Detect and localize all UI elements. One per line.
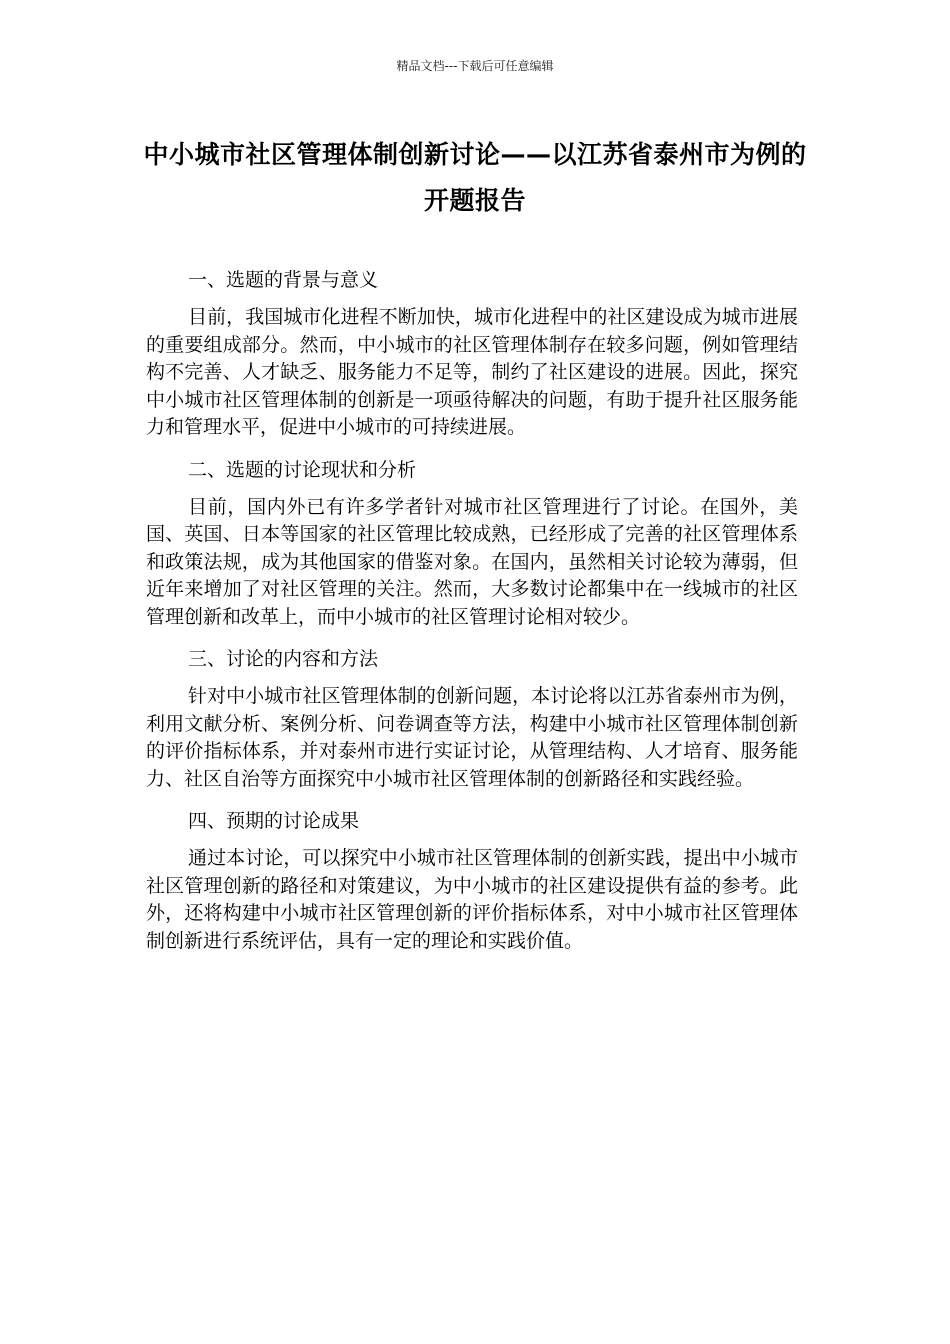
section-heading: 二、选题的讨论现状和分析 — [188, 458, 417, 481]
document-body — [146, 266, 798, 969]
section-research-status — [146, 456, 798, 632]
section-paragraph: 目前，我国城市化进程不断加快，城市化进程中的社区建设成为城市进展的重要组成部分。然而，中小城市的社区管理体制存在较多问题，例如管理结构不完善、人才缺乏、服务能力不足等，制约了社区建设的进展。因此，探究中小城市社区管理体制的创新是一项亟待解决的问题，有助于提升社区服务能力和管理水平，促进中小城市的可持续进展。 — [146, 306, 798, 438]
section-heading: 四、预期的讨论成果 — [188, 810, 360, 832]
header-note: 精品文档---下载后可任意编辑 — [396, 59, 554, 73]
section-content-methods — [146, 645, 798, 793]
section-paragraph: 目前，国内外已有许多学者针对城市社区管理进行了讨论。在国外，美国、英国、日本等国家的社区管理比较成熟，已经形成了完善的社区管理体系和政策法规，成为其他国家的借鉴对象。在国内，虽然相关讨论较为薄弱，但近年来增加了对社区管理的关注。然而，大多数讨论都集中在一线城市的社区管理创新和改革上，而中小城市的社区管理讨论相对较少。 — [146, 495, 798, 628]
document-title: 中小城市社区管理体制创新讨论——以江苏省泰州市为例的开题报告 — [143, 140, 807, 215]
section-paragraph: 针对中小城市社区管理体制的创新问题，本讨论将以江苏省泰州市为例，利用文献分析、案例分析、问卷调查等方法，构建中小城市社区管理体制创新的评价指标体系，并对泰州市进行实证讨论，从管理结构、人才培育、服务能力、社区自治等方面探究中小城市社区管理体制的创新路径和实践经验。 — [146, 685, 798, 790]
section-heading: 三、讨论的内容和方法 — [188, 648, 379, 670]
section-paragraph: 通过本讨论，可以探究中小城市社区管理体制的创新实践，提出中小城市社区管理创新的路径和对策建议，为中小城市的社区建设提供有益的参考。此外，还将构建中小城市社区管理创新的评价指标体系，对中小城市社区管理体制创新进行系统评估，具有一定的理论和实践价值。 — [146, 847, 798, 952]
section-heading: 一、选题的背景与意义 — [188, 269, 379, 291]
section-expected-results — [146, 807, 798, 955]
section-background — [146, 266, 798, 442]
